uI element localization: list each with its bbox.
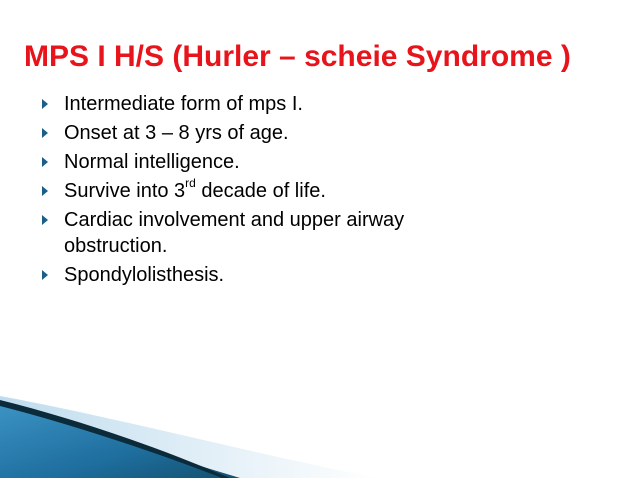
triangle-bullet-icon bbox=[42, 99, 48, 109]
bullet-item bbox=[38, 120, 508, 146]
bullet-text: Cardiac involvement and upper airway obstruction. bbox=[64, 209, 405, 257]
triangle-bullet-icon bbox=[42, 157, 48, 167]
triangle-bullet-icon bbox=[42, 215, 48, 225]
bullet-text: Onset at 3 – 8 yrs of age. bbox=[64, 122, 289, 144]
bullet-item bbox=[38, 207, 508, 259]
bullet-text-end: decade of life. bbox=[195, 180, 326, 202]
bullet-list bbox=[38, 91, 508, 291]
bullet-text: Normal intelligence. bbox=[64, 151, 240, 173]
triangle-bullet-icon bbox=[42, 128, 48, 138]
bullet-text: Intermediate form of mps I. bbox=[64, 93, 303, 115]
triangle-bullet-icon bbox=[42, 270, 48, 280]
bullet-text: Spondylolisthesis. bbox=[64, 264, 225, 286]
bullet-text-start: Survive into 3 bbox=[64, 180, 186, 202]
bullet-item bbox=[38, 91, 508, 117]
corner-swoosh-decoration bbox=[0, 390, 380, 478]
ordinal-superscript: rd bbox=[185, 176, 196, 191]
bullet-item bbox=[38, 178, 508, 204]
slide-title: MPS I H/S (Hurler – scheie Syndrome ) bbox=[24, 40, 571, 73]
bullet-item bbox=[38, 262, 508, 288]
bullet-item bbox=[38, 149, 508, 175]
triangle-bullet-icon bbox=[42, 186, 48, 196]
